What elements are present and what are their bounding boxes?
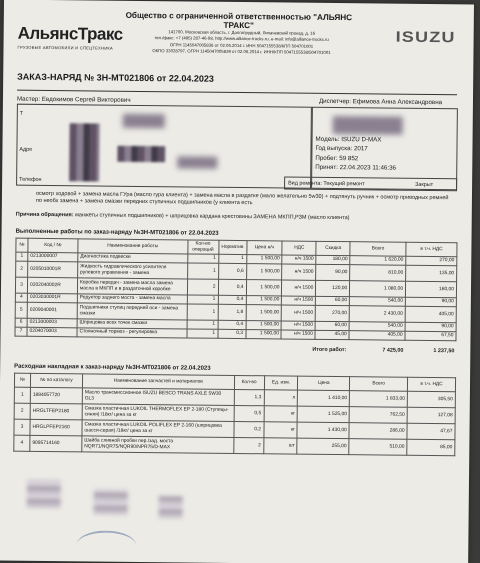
works-row-cell: 1 [16, 252, 28, 261]
brand-logo: ISUZU [395, 28, 456, 47]
redacted-area [117, 146, 165, 163]
order-status: Закрыт [415, 181, 434, 189]
works-row-cell: 1,8 [218, 304, 246, 320]
parts-row-cell: 4 [14, 435, 30, 451]
vehicle-model: Модель: ISUZU D-MAX [315, 135, 382, 144]
works-row-cell: 270,00 [315, 305, 349, 321]
parts-row-header-cell: Кол-во [234, 375, 264, 389]
parts-row-cell: 127,08 [407, 407, 455, 424]
works-row-cell: 0,4 [218, 279, 246, 295]
works-row-cell: Стояночный тормоз - регулировка [77, 328, 187, 338]
parts-row-cell: 1 430,00 [297, 422, 349, 439]
parts-row-cell: 1,3 [234, 389, 264, 405]
works-row-cell: 2 [187, 279, 218, 295]
parts-row-cell: 85,00 [407, 439, 455, 456]
works-table [14, 238, 457, 342]
works-row-cell: н/ч 1500 [282, 264, 316, 280]
works-row-cell: 60,00 [316, 296, 350, 305]
works-row-cell: 1 500,00 [245, 330, 281, 339]
works-row-cell: Коробка передач - замена масла замена масла в МКПП и в раздаточной коробке [77, 278, 187, 295]
works-row-cell: 1 620,00 [350, 256, 406, 266]
works-row-cell: н/ч 1500 [282, 255, 316, 264]
parts-row-cell: HRGLTFEP2180 [30, 403, 82, 420]
parts-row-header-cell: Наименование запчастей и материалов [82, 374, 234, 390]
works-row-cell: 405,00 [349, 331, 405, 341]
repair-type-box [284, 176, 457, 191]
works-row-cell: 120,00 [316, 280, 350, 296]
works-row-cell: 540,00 [349, 322, 405, 332]
works-row-cell: 0205010001R [28, 261, 78, 278]
parts-row-header-cell: Ед. изм. [264, 376, 298, 390]
works-row-cell: 2 430,00 [349, 306, 405, 323]
parts-row-cell: л [264, 390, 298, 406]
works-row-cell: 2 [16, 261, 28, 277]
works-row-cell: 0209040001 [27, 302, 77, 319]
works-row-header-cell: Всего [350, 242, 406, 257]
divider [17, 90, 457, 96]
parts-table [13, 373, 456, 457]
vehicle-info [315, 135, 396, 173]
parts-row-cell: Смазка пластичная LUKOIL THERMOFLEX EP 2-180 (Ступицы-синяя) /18кг/ цена за кг [82, 404, 234, 422]
parts-row-cell: 0,5 [234, 405, 264, 421]
works-row-cell: 1 [187, 329, 218, 338]
works-row-header-cell: Цена н/ч [246, 241, 282, 255]
works-row-header-cell: № [16, 238, 28, 252]
works-row-cell: 1 500,00 [246, 280, 282, 296]
works-row-cell: 180,00 [316, 255, 350, 264]
reason-label: Причина обращения: [15, 211, 74, 219]
redacted-area [123, 114, 165, 128]
parts-row-cell: 1 [14, 387, 30, 403]
works-row-cell: 1 500,00 [246, 321, 282, 330]
parts-row-cell: кг [263, 422, 297, 438]
parts-row-cell: 2 [14, 403, 30, 419]
works-row-cell: 0204070003 [27, 327, 77, 337]
parts-row-cell: 3 [14, 419, 30, 435]
works-row-cell: 90,00 [405, 322, 456, 332]
works-row-cell: н/ч 1500 [282, 296, 316, 305]
works-row-cell: 7 [15, 327, 27, 336]
works-row-cell: 1 500,00 [246, 255, 282, 264]
works-row-cell: 4 [15, 293, 27, 302]
company-name: Общество с ограниченной ответственностью "АЛЬЯНС ТРАКС" [125, 10, 353, 31]
works-row-cell: 67,50 [405, 331, 456, 341]
works-row-cell: Редуктор заднего моста - замена масла [77, 294, 187, 304]
works-row-cell: Жидкость гидравлического усилителя рулевого управления - замена [78, 262, 188, 279]
reason-line [16, 212, 456, 224]
works-row-cell: Диагностика подвески [78, 253, 188, 263]
address-line: ОГРН 1145047005836 от 02.06.2014 г. ИНН 5047155538/КПП 504701001 [169, 42, 314, 49]
works-row-header-cell: Код / № [28, 238, 78, 253]
address-line: ОКПО 33028797, ОГРН 1145047005839 от 02.06.2014 г. ИНН/КПП 5047155538/504701001 [152, 48, 331, 56]
works-row-cell: 6 [15, 318, 27, 327]
parts-row-cell: 1 833,00 [350, 391, 408, 408]
parts-row-cell: 2 [233, 437, 263, 453]
works-row-cell: 540,00 [350, 297, 406, 307]
parts-row-header-cell: Цена [298, 376, 350, 391]
works-row-cell: 270,00 [406, 256, 457, 266]
parts-row-cell: 47,67 [407, 423, 455, 440]
parts-row-cell: 255,00 [297, 438, 349, 455]
parts-row-header-cell: № по каталогу [30, 373, 82, 388]
parts-row-header-cell: № [14, 373, 30, 387]
works-row-cell: 0,3 [218, 329, 246, 338]
works-row-cell: 1 500,00 [246, 305, 282, 321]
master-name: Мастер: Евдокимов Сергей Викторович [16, 95, 131, 104]
works-row-header-cell: в т.ч. НДС [406, 242, 457, 257]
works-row-header-cell: Кол-во операций [187, 240, 218, 254]
parts-row-cell: 510,00 [349, 439, 407, 456]
works-row-cell: н/ч 1500 [281, 330, 315, 339]
works-row-cell: 1 [218, 254, 246, 263]
works-note: осмотр ходовой + замена масла ГУра (масло гура клиента) + замена масла в раздатке (мало желательно 5w30) + подтянуть ручник + осмотр приводных ремней по необх замена + замена смазки передних ступичных подшипников (у клиента есть [35, 190, 449, 207]
works-total-sum: 7 425,00 [382, 347, 404, 354]
works-row-cell: 1 [187, 295, 218, 304]
parts-row-cell: 286,00 [349, 423, 407, 440]
works-row-cell: 1 080,00 [350, 281, 406, 298]
works-row-header-cell: Наименование работы [78, 239, 188, 254]
redacted-area [94, 489, 128, 515]
works-row-cell: н/ч 1500 [282, 305, 316, 321]
dispatcher-name: Диспетчер: Ефимова Анна Александровна [318, 97, 443, 107]
works-total-label: Итого работ: [312, 346, 347, 354]
company-logo [17, 24, 127, 51]
parts-row-cell: 9095714160 [30, 435, 82, 452]
works-row-cell: 0213000007 [28, 252, 78, 262]
reason-text: манжеты ступичных подшипников) + шприцовка кардана крестовины ЗАМЕНА МКПП,РЗМ (масло клиента) [75, 212, 350, 222]
works-row-cell: н/ч 1500 [281, 321, 315, 330]
parts-row-cell: 0,2 [234, 421, 264, 437]
works-row-cell: 1 500,00 [246, 296, 282, 305]
parts-row-cell: 1884057720 [30, 387, 82, 404]
address-line: 141700, Московская область, г. Долгопрудный, Лихачевский проезд, д. 16 [168, 29, 315, 36]
works-row-cell: 0,4 [218, 320, 246, 329]
works-total [14, 345, 456, 355]
works-row-cell: 90,00 [316, 264, 350, 280]
client-box [16, 104, 312, 189]
parts-row-cell: HRGLPFEP2160 [30, 419, 82, 436]
redacted-area [159, 496, 183, 518]
address-line: тел./факс: +7 (495) 287-46-98, http://www.alliance-trucks.ru, e-mail: info@alliance-trucks.ru [154, 35, 329, 43]
parts-row-cell: 305,50 [407, 391, 455, 408]
works-row-cell: 1 500,00 [246, 264, 282, 280]
created-date: Принят: 22.04.2023 11:46:36 [315, 164, 397, 172]
works-row-cell: Подшипники ступиц передней оси - замена смазки [77, 303, 187, 320]
works-row-cell: 0213000003 [27, 318, 77, 328]
works-row-header-cell: НДС [282, 241, 316, 255]
parts-row-cell: кг [264, 406, 298, 422]
works-row-cell: н/ч 1500 [282, 280, 316, 296]
parts-row-header-cell: в т.ч. НДС [408, 377, 456, 392]
redacted-area [177, 156, 217, 168]
parts-row [14, 435, 455, 456]
works-title: Выполненные работы по заказ-наряду №3Н-МТ021806 от 22.04.2023 [15, 228, 219, 237]
works-row-cell: 405,00 [405, 306, 456, 323]
stamp [76, 530, 136, 561]
logo-name: АльянсТракс [17, 23, 123, 44]
works-row-cell: 1 [187, 263, 218, 279]
company-address [121, 29, 361, 57]
works-row-cell: 135,00 [406, 265, 457, 282]
works-row-cell: 60,00 [315, 321, 349, 330]
works-row-cell: 1 [187, 304, 218, 320]
logo-tagline: ГРУЗОВЫЕ АВТОМОБИЛИ И СПЕЦТЕХНИКА [17, 44, 114, 51]
vehicle-mileage: Пробег: 59 852 [315, 154, 359, 163]
parts-title: Расходная накладная к заказ-наряду №3Н-МТ021806 от 22.04.2023 [14, 363, 211, 372]
works-row-cell: 1 [187, 254, 218, 263]
vehicle-year: Год выпуска: 2017 [315, 145, 368, 153]
works-row-cell: 3 [15, 277, 27, 293]
works-row-cell: 1 [187, 320, 218, 329]
works-row-cell: 5 [15, 302, 27, 318]
parts-row-cell: Масло трансмиссионное ISUZU BESCO TRANS AXLE 5W30 GL3 [82, 388, 234, 406]
redacted-area [333, 116, 403, 135]
works-row-cell: 0,6 [218, 263, 246, 279]
phone-label: Телефон [19, 176, 42, 183]
works-total-vat: 1 237,50 [433, 348, 455, 355]
redacted-area [69, 123, 100, 181]
parts-row-cell: Смазка пластичная LUKOIL POLIFLEX EP 2-160 (шприцовка шасси-серая) /18кг/ цена за кг [82, 420, 234, 438]
address-label: Адре [19, 146, 33, 153]
works-row-cell: 0203030001R [27, 293, 77, 303]
works-row-cell: 0202040002R [27, 277, 77, 294]
works-row-cell: 810,00 [350, 265, 406, 282]
works-row-cell: 0,4 [218, 295, 246, 304]
works-row-cell: 90,00 [405, 297, 456, 307]
client-label: Т [19, 110, 24, 117]
parts-row-cell: 1 410,00 [298, 390, 350, 407]
parts-row-cell: Шайба сливной пробки пер./зад. моста NQR71/NQR75/NQR90/NPR75/D-MAX [82, 436, 234, 454]
works-row-header-cell: Норматив [218, 240, 246, 254]
parts-row-cell: 762,50 [349, 407, 407, 424]
works-row-cell: Шприцовка всех точек смазки [77, 319, 187, 329]
repair-type: Вид ремонта: Текущий ремонт [288, 180, 365, 188]
order-title: ЗАКАЗ-НАРЯД № 3Н-МТ021806 от 22.04.2023 [17, 71, 214, 84]
parts-row-header-cell: Всего [350, 377, 408, 392]
works-row-cell: 180,00 [405, 281, 456, 298]
works-row-header-cell: Скидка [316, 241, 350, 255]
works-row-cell: 45,00 [315, 330, 349, 339]
parts-row-cell: 1 525,00 [298, 406, 350, 423]
parts-row-cell: шт [263, 438, 297, 454]
redacted-area [27, 480, 61, 508]
